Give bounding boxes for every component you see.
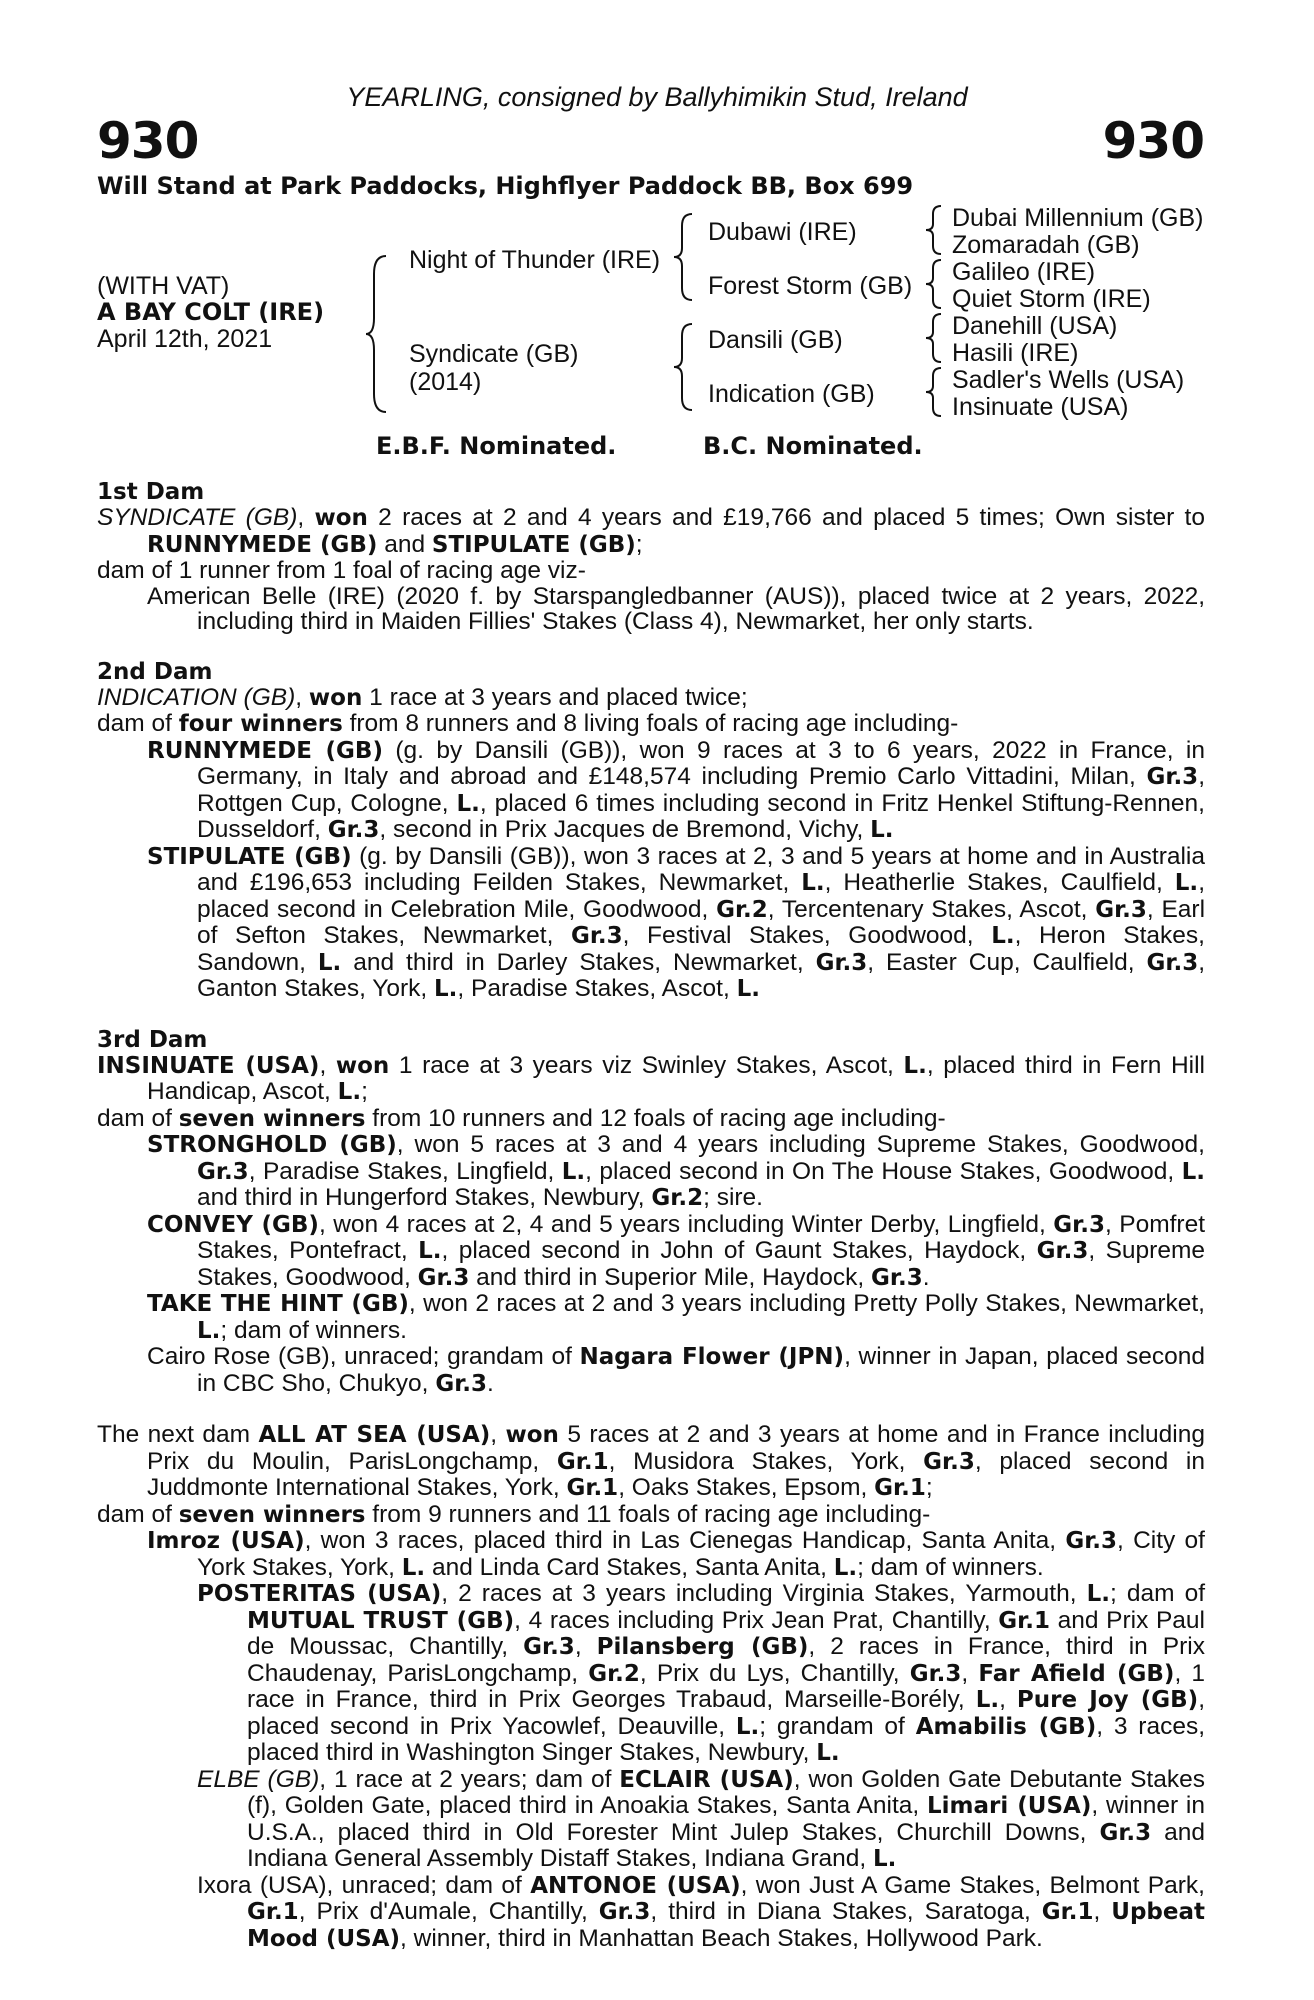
produce-entry: American Belle (IRE) (2020 f. by Starspangledbanner (AUS)), placed twice at 2 years, 2022, including third in Maiden Fillies' Stakes (Class 4), Newmarket, her only starts. (147, 582, 1205, 635)
produce-entry: Cairo Rose (GB), unraced; grandam of Nagara Flower (JPN), winner in Japan, placed second in CBC Sho, Chukyo, Gr.3. (147, 1343, 1206, 1397)
vat-note: (WITH VAT) (97, 272, 230, 300)
produce-entry: STRONGHOLD (GB), won 5 races at 3 and 4 years including Supreme Stakes, Goodwood, Gr.3, Paradise Stakes, Lingfield, L., placed second in On The House Stakes, Goodwood, L. and third in Hungerford Stakes, Newbury, Gr.2; sire. (147, 1131, 1205, 1211)
produce-summary: dam of seven winners from 9 runners and 11 foals of racing age including- (97, 1500, 931, 1528)
lot-number-left: 930 (97, 112, 199, 170)
pedigree-brace-sire (672, 212, 698, 302)
section-heading: 1st Dam (97, 479, 205, 505)
dam-year: (2014) (409, 368, 482, 396)
lot-number-right: 930 (1102, 112, 1204, 170)
gen3-name: Danehill (USA) (952, 312, 1118, 340)
produce-entry: TAKE THE HINT (GB), won 2 races at 2 and 3 years including Pretty Polly Stakes, Newmarket, L.; dam of winners. (147, 1290, 1205, 1344)
dam-summary: SYNDICATE (GB), won 2 races at 2 and 4 years and £19,766 and placed 5 times; Own sister to RUNNYMEDE (GB) and STIPULATE (GB); (97, 504, 1205, 558)
gen3-name: Hasili (IRE) (952, 339, 1079, 367)
produce-entry: Imroz (USA), won 3 races, placed third in Las Cienegas Handicap, Santa Anita, Gr.3, City of York Stakes, York, L. and Linda Card Stakes, Santa Anita, L.; dam of winners. (147, 1527, 1205, 1581)
produce-summary: dam of seven winners from 10 runners and 12 foals of racing age including- (97, 1104, 946, 1132)
gen3-name: Quiet Storm (IRE) (952, 285, 1151, 313)
gen3-name: Galileo (IRE) (952, 258, 1096, 286)
produce-summary: dam of four winners from 8 runners and 8 living foals of racing age including- (97, 710, 959, 737)
dam-summary: INSINUATE (USA), won 1 race at 3 years viz Swinley Stakes, Ascot, L., placed third in Fern Hill Handicap, Ascot, L.; (97, 1051, 1205, 1105)
dam-dam-name: Indication (GB) (708, 380, 875, 408)
produce-entry: STIPULATE (GB) (g. by Dansili (GB)), won 3 races at 2, 3 and 5 years at home and in Australia and £196,653 including Feilden Stakes, Newmarket, L., Heatherlie Stakes, Caulfield, L., placed second in Celebration Mile, Goodwood, Gr.2, Tercentenary Stakes, Ascot, Gr.3, Earl of Sefton Stakes, Newmarket, Gr.3, Festival Stakes, Goodwood, L., Heron Stakes, Sandown, L. and third in Darley Stakes, Newmarket, Gr.3, Easter Cup, Caulfield, Gr.3, Ganton Stakes, York, L., Paradise Stakes, Ascot, L. (147, 842, 1206, 1002)
foaling-date: April 12th, 2021 (97, 325, 273, 353)
section-heading: 3rd Dam (97, 1026, 208, 1053)
produce-entry: CONVEY (GB), won 4 races at 2, 4 and 5 years including Winter Derby, Lingfield, Gr.3, Pomfret Stakes, Pontefract, L., placed second in John of Gaunt Stakes, Haydock, Gr.3, Supreme Stakes, Goodwood, Gr.3 and third in Superior Mile, Haydock, Gr.3. (147, 1210, 1205, 1291)
section-heading: 2nd Dam (97, 658, 213, 685)
dam-summary: INDICATION (GB), won 1 race at 3 years and placed twice; (97, 683, 748, 711)
pedigree-brace-g3-3 (924, 312, 946, 364)
gen3-name: Dubai Millennium (GB) (952, 204, 1204, 232)
stand-location: Will Stand at Park Paddocks, Highflyer Paddock BB, Box 699 (97, 172, 914, 200)
pedigree-brace-g3-4 (924, 366, 946, 418)
sire-sire-name: Dubawi (IRE) (708, 218, 857, 246)
dam-name: Syndicate (GB) (409, 340, 579, 368)
gen3-name: Sadler's Wells (USA) (952, 366, 1185, 394)
bc-nomination: B.C. Nominated. (703, 432, 923, 460)
sire-name: Night of Thunder (IRE) (409, 246, 661, 274)
sire-dam-name: Forest Storm (GB) (708, 272, 913, 300)
dam-summary: The next dam ALL AT SEA (USA), won 5 races at 2 and 3 years at home and in France including Prix du Moulin, ParisLongchamp, Gr.1, Musidora Stakes, York, Gr.3, placed second in Juddmonte International Stakes, York, Gr.1, Oaks Stakes, Epsom, Gr.1; (97, 1421, 1206, 1501)
produce-record (97, 480, 1205, 1977)
next-dam-section (97, 1422, 1205, 1952)
produce-summary: dam of 1 runner from 1 foal of racing age viz- (97, 557, 586, 584)
gen3-name: Insinuate (USA) (952, 393, 1129, 421)
pedigree-brace-dam (672, 322, 698, 412)
ebf-nomination: E.B.F. Nominated. (376, 432, 617, 460)
pedigree-brace-g3-2 (924, 258, 946, 310)
first-dam-section (97, 480, 1205, 635)
produce-entry: POSTERITAS (USA), 2 races at 3 years including Virginia Stakes, Yarmouth, L.; dam of MUTUAL TRUST (GB), 4 races including Prix Jean Prat, Chantilly, Gr.1 and Prix Paul de Moussac, Chantilly, Gr.3, Pilansberg (GB), 2 races in France, third in Prix Chaudenay, ParisLongchamp, Gr.2, Prix du Lys, Chantilly, Gr.3, Far Afield (GB), 1 race in France, third in Prix Georges Trabaud, Marseille-Borély, L., Pure Joy (GB), placed second in Prix Yacowlef, Deauville, L.; grandam of Amabilis (GB), 3 races, placed third in Washington Singer Stakes, Newbury, L. (197, 1580, 1206, 1766)
produce-entry: Ixora (USA), unraced; dam of ANTONOE (USA), won Just A Game Stakes, Belmont Park, Gr.1, Prix d'Aumale, Chantilly, Gr.3, third in Diana Stakes, Saratoga, Gr.1, Upbeat Mood (USA), winner, third in Manhattan Beach Stakes, Hollywood Park. (197, 1871, 1205, 1952)
gen3-name: Zomaradah (GB) (952, 231, 1140, 259)
produce-entry: ELBE (GB), 1 race at 2 years; dam of ECLAIR (USA), won Golden Gate Debutante Stakes (f), Golden Gate, placed third in Anoakia Stakes, Santa Anita, Limari (USA), winner in U.S.A., placed third in Old Forester Mint Julep Stakes, Churchill Downs, Gr.3 and Indiana General Assembly Distaff Stakes, Indiana Grand, L. (197, 1765, 1206, 1872)
consignor-line: YEARLING, consigned by Ballyhimikin Stud, Ireland (346, 82, 968, 112)
horse-name: A BAY COLT (IRE) (97, 298, 325, 326)
second-dam-section (97, 660, 1205, 1003)
dam-sire-name: Dansili (GB) (708, 326, 843, 354)
pedigree-brace-g3-1 (924, 204, 946, 256)
pedigree-brace-main (364, 254, 394, 414)
produce-entry: RUNNYMEDE (GB) (g. by Dansili (GB)), won 9 races at 3 to 6 years, 2022 in France, in Germany, in Italy and abroad and £148,574 including Premio Carlo Vittadini, Milan, Gr.3, Rottgen Cup, Cologne, L., placed 6 times including second in Fritz Henkel Stiftung-Rennen, Dusseldorf, Gr.3, second in Prix Jacques de Bremond, Vichy, L. (147, 736, 1205, 843)
third-dam-section (97, 1028, 1205, 1398)
